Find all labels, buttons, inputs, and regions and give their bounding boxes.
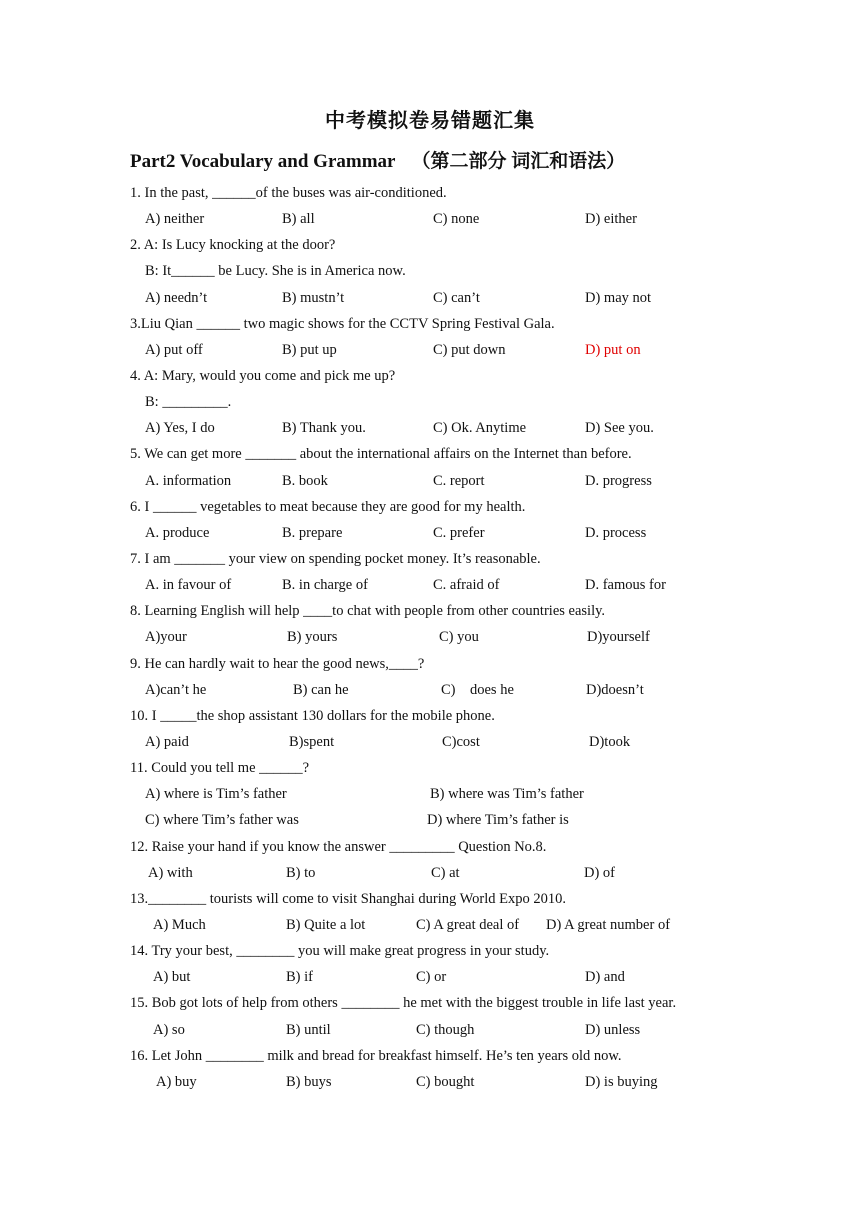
- option: A) paid: [145, 733, 189, 750]
- option: D) where Tim’s father is: [427, 812, 569, 829]
- option-row: [130, 677, 770, 703]
- option: C)cost: [442, 733, 480, 750]
- option: B) Quite a lot: [286, 916, 366, 933]
- question-stem: 7. I am _______ your view on spending pocket money. It’s reasonable.: [130, 550, 541, 567]
- option: D)doesn’t: [586, 681, 644, 698]
- option: B) all: [282, 211, 315, 228]
- option: A)your: [145, 629, 187, 646]
- question-stem: 8. Learning English will help ____to chat with people from other countries easily.: [130, 603, 606, 620]
- option: C) bought: [416, 1073, 475, 1090]
- question-stem: 3.Liu Qian ______ two magic shows for the CCTV Spring Festival Gala.: [130, 315, 555, 332]
- option: B. book: [282, 472, 328, 489]
- option: A. in favour of: [145, 577, 232, 594]
- option: A) where is Tim’s father: [145, 786, 287, 803]
- question-stem: 6. I ______ vegetables to meat because they are good for my health.: [130, 498, 526, 515]
- option: C. report: [433, 472, 485, 489]
- question-stem: 11. Could you tell me ______?: [130, 760, 310, 777]
- question-stem-continued: B: It______ be Lucy. She is in America now.: [145, 263, 406, 280]
- option: C) or: [416, 969, 447, 986]
- question-stem: 12. Raise your hand if you know the answer _________ Question No.8.: [130, 838, 547, 855]
- option-row: [130, 624, 770, 650]
- option-row: [130, 807, 770, 833]
- question-stem: 10. I _____the shop assistant 130 dollars for the mobile phone.: [130, 707, 495, 724]
- option: A) so: [153, 1021, 185, 1038]
- option-row: [130, 415, 770, 441]
- section-part-cn: （第二部分 词汇和语法）: [411, 151, 626, 172]
- question-stem: 13.________ tourists will come to visit Shanghai during World Expo 2010.: [130, 890, 566, 907]
- option-row: [130, 520, 770, 546]
- option: A. produce: [145, 524, 210, 541]
- question-stem: 9. He can hardly wait to hear the good news,____?: [130, 655, 425, 672]
- question-stem: 16. Let John ________ milk and bread for breakfast himself. He’s ten years old now.: [130, 1047, 622, 1064]
- option-row: [130, 206, 770, 232]
- option: C) A great deal of: [416, 916, 520, 933]
- option: C. afraid of: [433, 577, 500, 594]
- option: B) if: [286, 969, 313, 986]
- question-list: [130, 180, 770, 1095]
- option: B) where was Tim’s father: [430, 786, 584, 803]
- option-row: [130, 468, 770, 494]
- option: D. progress: [585, 472, 652, 489]
- option: C) you: [439, 629, 479, 646]
- option: D) See you.: [585, 420, 654, 437]
- option: A) put off: [145, 341, 203, 358]
- option: D) unless: [585, 1021, 641, 1038]
- option: B) yours: [287, 629, 338, 646]
- option-row: [130, 1069, 770, 1095]
- option: D) is buying: [585, 1073, 658, 1090]
- option: A) with: [148, 864, 193, 881]
- question-stem: 4. A: Mary, would you come and pick me up?: [130, 367, 396, 384]
- option: B) buys: [286, 1073, 332, 1090]
- option: B) Thank you.: [282, 420, 366, 437]
- option: D) A great number of: [546, 916, 671, 933]
- option: D)took: [589, 733, 631, 750]
- option-row: [130, 729, 770, 755]
- option: C) Ok. Anytime: [433, 420, 527, 437]
- option: B) mustn’t: [282, 289, 345, 306]
- option: A) needn’t: [145, 289, 208, 306]
- option: C. prefer: [433, 524, 485, 541]
- option: D) may not: [585, 289, 652, 306]
- option: C) put down: [433, 341, 506, 358]
- option-row: [130, 860, 770, 886]
- option: A. information: [145, 472, 232, 489]
- option: B) can he: [293, 681, 349, 698]
- option-row: [130, 1017, 770, 1043]
- option: B) to: [286, 864, 316, 881]
- option: D) of: [584, 864, 616, 881]
- option-row: [130, 781, 770, 807]
- option: A) buy: [156, 1073, 197, 1090]
- option: C) at: [431, 864, 460, 881]
- option-highlighted: D) put on: [585, 341, 641, 358]
- option: B) put up: [282, 341, 337, 358]
- question-stem: 2. A: Is Lucy knocking at the door?: [130, 237, 336, 254]
- option: A) but: [153, 969, 191, 986]
- option-row: [130, 337, 770, 363]
- option: C) where Tim’s father was: [145, 812, 299, 829]
- option: B)spent: [289, 733, 335, 750]
- option: A)can’t he: [145, 681, 207, 698]
- option: A) Much: [153, 916, 206, 933]
- question-stem: 5. We can get more _______ about the international affairs on the Internet than before.: [130, 446, 632, 463]
- option: B. in charge of: [282, 577, 368, 594]
- option: D) and: [585, 969, 625, 986]
- question-stem-continued: B: _________.: [145, 394, 232, 411]
- option: B. prepare: [282, 524, 343, 541]
- option: D) either: [585, 211, 637, 228]
- option: D. famous for: [585, 577, 666, 594]
- option-row: [130, 964, 770, 990]
- option: C) does he: [441, 681, 514, 698]
- option-row: [130, 572, 770, 598]
- section-heading: [130, 146, 625, 173]
- option: B) until: [286, 1021, 331, 1038]
- option: A) Yes, I do: [145, 420, 215, 437]
- option: D. process: [585, 524, 647, 541]
- option: C) can’t: [433, 289, 480, 306]
- option: C) none: [433, 211, 480, 228]
- option: D)yourself: [587, 629, 650, 646]
- page-title: 中考模拟卷易错题汇集: [325, 110, 535, 132]
- question-stem: 15. Bob got lots of help from others ________ he met with the biggest trouble in life last year.: [130, 995, 677, 1012]
- option: C) though: [416, 1021, 475, 1038]
- option-row: [130, 285, 770, 311]
- option: A) neither: [145, 211, 205, 228]
- option-row: [130, 912, 770, 938]
- section-part: Part2 Vocabulary and Grammar: [130, 151, 396, 172]
- question-stem: 1. In the past, ______of the buses was air-conditioned.: [130, 185, 447, 201]
- question-stem: 14. Try your best, ________ you will make great progress in your study.: [130, 943, 550, 960]
